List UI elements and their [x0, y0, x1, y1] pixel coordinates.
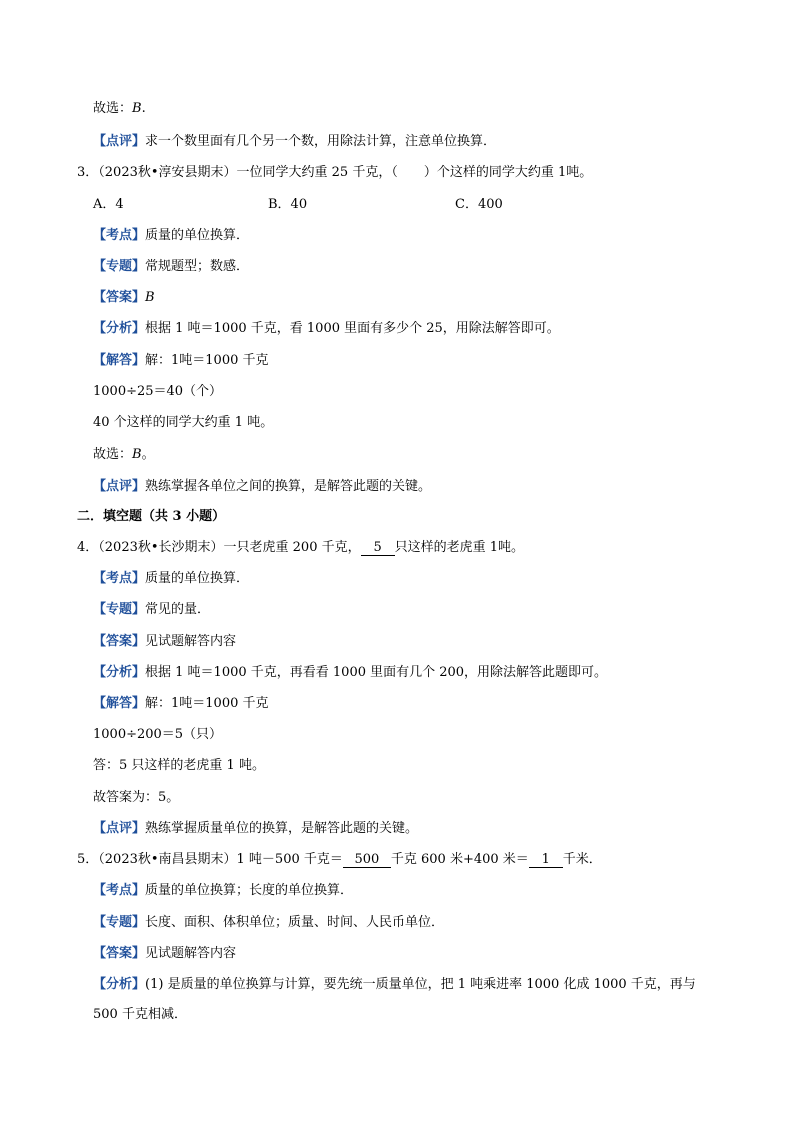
fenxi-text: 根据 1 吨＝1000 千克，再看看 1000 里面有几个 200，用除法解答此题即可。	[145, 665, 608, 680]
guxuan-answer: B	[132, 101, 142, 116]
q5-stem-part: 千克 600 米+400 米＝	[390, 852, 529, 867]
jieda-tag: 【解答】	[93, 353, 146, 368]
dianping-tag: 【点评】	[93, 821, 146, 836]
q5-fenxi-line	[93, 976, 696, 994]
q3-stem: 3．（2023秋•淳安县期末）一位同学大约重 25 千克，（ ）个这样的同学大约重 1吨。	[77, 165, 593, 180]
fenxi-tag: 【分析】	[93, 665, 146, 680]
q3-jieda-line	[93, 352, 269, 370]
guxuan-end: 。	[141, 447, 155, 462]
daan-text: 见试题解答内容	[145, 634, 237, 649]
q3-daan-line	[93, 289, 155, 307]
q4-fenxi-line	[93, 664, 607, 682]
dianping-text: 熟练掌握各单位之间的换算，是解答此题的关键。	[145, 479, 432, 494]
q5-kaodian-line	[93, 882, 353, 900]
q3-step2: 40 个这样的同学大约重 1 吨。	[93, 415, 274, 430]
prev-guxuan-line	[93, 100, 146, 118]
guxuan-text: 故选：	[93, 447, 133, 462]
q4-stem	[77, 539, 524, 557]
q5-daan-line	[93, 945, 236, 963]
q4-zhuanti-line	[93, 601, 210, 619]
q4-step2: 答：5 只这样的老虎重 1 吨。	[93, 758, 265, 773]
jieda-text: 解：1吨＝1000 千克	[145, 696, 269, 711]
kaodian-tag: 【考点】	[93, 883, 146, 898]
zhuanti-text: 常见的量．	[145, 602, 211, 617]
q3-zhuanti-line	[93, 258, 249, 276]
q3-kaodian-line	[93, 227, 249, 245]
dianping-tag: 【点评】	[93, 479, 146, 494]
q5-zhuanti-line	[93, 914, 444, 932]
kaodian-text: 质量的单位换算；长度的单位换算．	[145, 883, 354, 898]
zhuanti-tag: 【专题】	[93, 602, 146, 617]
q3-fenxi-line	[93, 320, 560, 338]
q4-daan-line	[93, 633, 236, 651]
prev-dianping-line	[93, 133, 496, 151]
kaodian-text: 质量的单位换算．	[145, 228, 250, 243]
q4-kaodian-line	[93, 570, 249, 588]
q3-option-c: C．400	[455, 197, 503, 212]
daan-text: B	[145, 290, 155, 305]
daan-text: 见试题解答内容	[145, 946, 237, 961]
q5-fenxi-continuation: 500 千克相减．	[93, 1007, 187, 1022]
dianping-tag: 【点评】	[93, 134, 146, 149]
fenxi-tag: 【分析】	[93, 977, 146, 992]
q3-dianping-line	[93, 478, 431, 496]
daan-tag: 【答案】	[93, 290, 146, 305]
q4-step1: 1000÷200＝5（只）	[93, 727, 223, 742]
q4-dianping-line	[93, 820, 418, 838]
dianping-text: 熟练掌握质量单位的换算，是解答此题的关键。	[145, 821, 419, 836]
q4-stem-part: 只这样的老虎重 1吨。	[394, 540, 525, 555]
daan-tag: 【答案】	[93, 946, 146, 961]
q3-step1: 1000÷25＝40（个）	[93, 384, 223, 399]
guxuan-text: 故选：	[93, 101, 133, 116]
q5-stem-part: 5．（2023秋•南昌县期末）1 吨－500 千克＝	[77, 852, 343, 867]
jieda-text: 解：1吨＝1000 千克	[145, 353, 269, 368]
kaodian-tag: 【考点】	[93, 571, 146, 586]
q5-answer-blank-2: 1	[529, 852, 563, 868]
guxuan-answer: B	[132, 447, 142, 462]
guxuan-end: .	[141, 101, 146, 116]
fenxi-text: 根据 1 吨＝1000 千克，看 1000 里面有多少个 25，用除法解答即可。	[145, 321, 560, 336]
jieda-tag: 【解答】	[93, 696, 146, 711]
section-title: 二．填空题（共 3 小题）	[77, 509, 226, 524]
q4-jieda-line	[93, 695, 269, 713]
fenxi-text: (1) 是质量的单位换算与计算，要先统一质量单位，把 1 吨乘进率 1000 化成 1000 千克，再与	[145, 977, 696, 992]
q4-answer-blank: 5	[361, 540, 395, 556]
q5-answer-blank-1: 500	[343, 852, 391, 868]
zhuanti-text: 常规题型；数感．	[145, 259, 250, 274]
zhuanti-tag: 【专题】	[93, 915, 146, 930]
q5-stem	[77, 851, 602, 869]
q5-stem-part: 千米．	[562, 852, 602, 867]
q3-guxuan-line	[93, 446, 155, 464]
daan-tag: 【答案】	[93, 634, 146, 649]
q4-stem-part: 4．（2023秋•长沙期末）一只老虎重 200 千克，	[77, 540, 361, 555]
dianping-text: 求一个数里面有几个另一个数，用除法计算，注意单位换算．	[145, 134, 497, 149]
zhuanti-text: 长度、面积、体积单位；质量、时间、人民币单位．	[145, 915, 445, 930]
zhuanti-tag: 【专题】	[93, 259, 146, 274]
kaodian-text: 质量的单位换算．	[145, 571, 250, 586]
q3-option-a: A．4	[93, 197, 124, 212]
q4-step3: 故答案为：5。	[93, 790, 180, 805]
kaodian-tag: 【考点】	[93, 228, 146, 243]
q3-option-b: B．40	[268, 197, 308, 212]
fenxi-tag: 【分析】	[93, 321, 146, 336]
